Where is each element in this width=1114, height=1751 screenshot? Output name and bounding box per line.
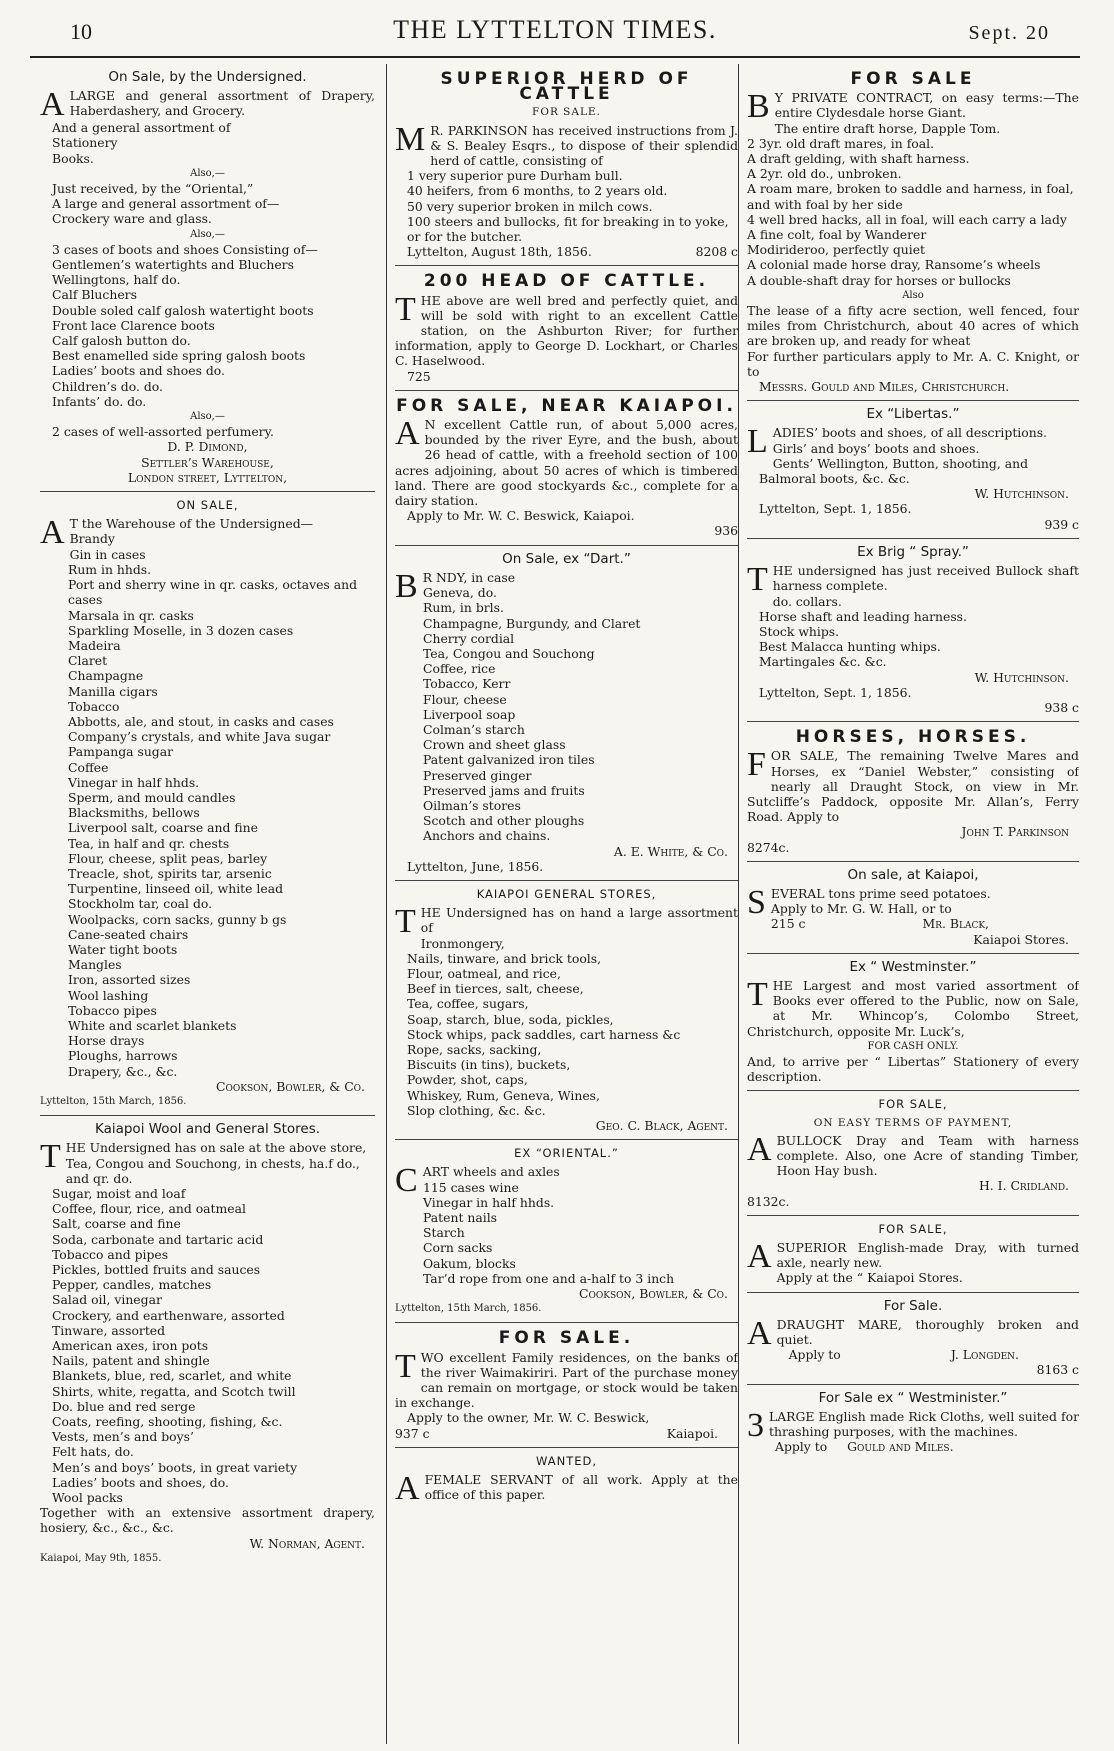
ad-heading: 200 HEAD OF CATTLE. bbox=[423, 271, 710, 292]
ad-heading: HORSES, HORSES. bbox=[795, 727, 1031, 748]
line-item: Children’s do. do. bbox=[52, 378, 163, 394]
ad-particulars: For further particulars apply to Mr. A. C. Knight, or to bbox=[747, 348, 1079, 379]
ad-heading: For Sale ex “ Westminister.” bbox=[818, 1389, 1008, 1406]
ad-subheading: ON EASY TERMS OF PAYMENT, bbox=[813, 1116, 1013, 1129]
line-item: Coats, reefing, shooting, fishing, &c. bbox=[52, 1414, 283, 1430]
line-item: Infants’ do. do. bbox=[52, 393, 147, 409]
ad-intro: HE Undersigned has on hand a large assortment of bbox=[420, 905, 738, 936]
ad-items bbox=[395, 585, 738, 843]
ad-number: 939 c bbox=[1044, 516, 1079, 532]
advert-english-dray bbox=[747, 1216, 1079, 1293]
drop-cap: C bbox=[395, 1162, 418, 1200]
ad-heading: Ex “Libertas.” bbox=[866, 406, 960, 423]
line-item: Crockery, and earthenware, assorted bbox=[52, 1307, 285, 1323]
ad-apply: Apply to Mr. G. W. Hall, or to bbox=[770, 901, 952, 917]
line-item: Soap, starch, blue, soda, pickles, bbox=[407, 1011, 614, 1027]
ad-apply: Apply to bbox=[775, 1439, 828, 1455]
line-item: Flour, cheese, split peas, barley bbox=[68, 850, 268, 866]
line-item: Claret bbox=[68, 653, 108, 669]
ad-intro: HE undersigned has just received Bullock shaft harness complete. bbox=[772, 563, 1079, 594]
line-item: Double soled calf galosh watertight boots bbox=[52, 302, 314, 318]
line-item: Flour, oatmeal, and rice, bbox=[407, 965, 561, 981]
line-item: Best enamelled side spring galosh boots bbox=[52, 348, 306, 364]
ad-items bbox=[40, 531, 375, 1078]
ad-apply: Apply to Mr. W. C. Beswick, Kaiapoi. bbox=[407, 508, 635, 524]
also-label: Also,— bbox=[190, 411, 225, 423]
line-item: Wool lashing bbox=[68, 987, 149, 1003]
ad-date: Lyttelton, 15th March, 1856. bbox=[395, 1303, 542, 1315]
line-item: Gents’ Wellington, Button, shooting, and Balmoral boots, &c. &c. bbox=[759, 455, 1029, 487]
ad-intro: T the Warehouse of the Undersigned— bbox=[69, 516, 314, 532]
drop-cap: A bbox=[747, 1314, 772, 1352]
line-item: Liverpool soap bbox=[423, 706, 516, 722]
ad-subheading: FOR SALE. bbox=[532, 106, 601, 119]
line-item: Mangles bbox=[68, 957, 122, 973]
line-item: 2 cases of well-assorted perfumery. bbox=[52, 424, 274, 440]
line-item: Crown and sheet glass bbox=[423, 737, 566, 753]
line-item: A draft gelding, with shaft harness. bbox=[747, 151, 970, 167]
ad-signature: J. Longden. bbox=[950, 1347, 1019, 1363]
line-item: A colonial made horse dray, Ransome’s wheels bbox=[747, 257, 1041, 273]
line-item: The entire draft horse, Dapple Tom. bbox=[774, 120, 1001, 136]
ad-intro: ADIES’ boots and shoes, of all descriptions. bbox=[772, 425, 1047, 441]
line-item: 50 very superior broken in milch cows. bbox=[407, 198, 653, 214]
ad-heading: KAIAPOI GENERAL STORES, bbox=[476, 886, 657, 901]
ad-signature: Geo. C. Black, Agent. bbox=[595, 1118, 728, 1133]
ad-number: 937 c bbox=[395, 1425, 430, 1441]
line-item: Calf Bluchers bbox=[52, 287, 137, 303]
line-item: 40 heifers, from 6 months, to 2 years old. bbox=[407, 183, 668, 199]
line-item: Books. bbox=[52, 150, 94, 166]
ad-intro: LARGE and general assortment of Drapery, Haberdashery, and Grocery. bbox=[69, 88, 375, 119]
ad-arrive: And, to arrive per “ Libertas” Stationery of every description. bbox=[747, 1053, 1079, 1085]
ad-date: Lyttelton, August 18th, 1856. bbox=[407, 244, 592, 260]
ad-intro: R NDY, in case bbox=[422, 569, 516, 585]
line-item: Stationery bbox=[52, 135, 118, 151]
ad-date: Lyttelton, June, 1856. bbox=[407, 858, 544, 874]
line-item: Gin in cases bbox=[69, 546, 146, 562]
line-item: Tar’d rope from one and a-half to 3 inch bbox=[423, 1270, 675, 1286]
advert-wanted bbox=[395, 1448, 738, 1509]
line-item: Men’s and boys’ boots, in great variety bbox=[52, 1459, 298, 1475]
line-item: Best Malacca hunting whips. bbox=[759, 639, 941, 655]
ad-date: Lyttelton, 15th March, 1856. bbox=[40, 1096, 187, 1107]
line-item: Ladies’ boots and shoes do. bbox=[52, 363, 225, 379]
masthead bbox=[30, 15, 1080, 58]
advert-private-contract bbox=[747, 64, 1079, 401]
line-item: White and scarlet blankets bbox=[68, 1017, 237, 1033]
ad-items bbox=[40, 1156, 375, 1506]
line-item: Preserved jams and fruits bbox=[423, 782, 585, 798]
line-item: Blacksmiths, bellows bbox=[68, 805, 200, 821]
line-item: And a general assortment of bbox=[52, 120, 231, 136]
ad-number: 725 bbox=[407, 368, 431, 384]
line-item: Company’s crystals, and white Java sugar bbox=[68, 729, 331, 745]
ad-items bbox=[395, 168, 738, 244]
ad-signature: Gould and Miles. bbox=[847, 1439, 954, 1455]
line-item: Front lace Clarence boots bbox=[52, 317, 215, 333]
line-item: Corn sacks bbox=[423, 1240, 493, 1256]
ad-apply: Apply at the “ Kaiapoi Stores. bbox=[776, 1270, 963, 1286]
line-item: A 2yr. old do., unbroken. bbox=[747, 166, 902, 182]
line-item: Manilla cigars bbox=[68, 683, 158, 699]
line-item: Beef in tierces, salt, cheese, bbox=[407, 981, 584, 997]
line-item: Marsala in qr. casks bbox=[68, 607, 194, 623]
advert-dimond bbox=[40, 64, 375, 492]
ad-heading: Ex Brig “ Spray.” bbox=[857, 543, 969, 560]
line-item: Wool packs bbox=[52, 1490, 123, 1506]
advert-horses bbox=[747, 722, 1079, 862]
line-item: Scotch and other ploughs bbox=[423, 813, 585, 829]
line-item: Pepper, candles, matches bbox=[52, 1277, 212, 1293]
ad-lease: The lease of a fifty acre section, well fenced, four miles from Christchurch, about 40 acres of which are broken up, and ready for wheat bbox=[747, 303, 1079, 349]
drop-cap: A bbox=[747, 1238, 772, 1276]
line-item: Geneva, do. bbox=[423, 585, 497, 601]
line-item: Coffee, rice bbox=[423, 661, 496, 677]
drop-cap: A bbox=[40, 86, 65, 124]
line-item: Rum, in brls. bbox=[423, 600, 504, 616]
ad-place: Kaiapoi. bbox=[666, 1425, 718, 1441]
line-item: Iron, assorted sizes bbox=[68, 972, 191, 988]
line-item: Coffee bbox=[68, 759, 109, 775]
line-item: Liverpool salt, coarse and fine bbox=[68, 820, 258, 836]
line-item: Champagne bbox=[68, 668, 144, 684]
ad-heading: On sale, at Kaiapoi, bbox=[847, 866, 979, 883]
line-item: Sugar, moist and loaf bbox=[52, 1186, 186, 1202]
also-label: Also,— bbox=[190, 228, 225, 240]
line-item: Abbotts, ale, and stout, in casks and cases bbox=[68, 713, 334, 729]
ad-signature-place: Kaiapoi Stores. bbox=[973, 931, 1069, 947]
advert-ex-westminster-books bbox=[747, 954, 1079, 1092]
line-item: Powder, shot, caps, bbox=[407, 1072, 528, 1088]
line-item: Port and sherry wine in qr. casks, octaves and cases bbox=[68, 577, 358, 608]
line-item: Patent nails bbox=[423, 1210, 498, 1226]
line-item: Sparkling Moselle, in 3 dozen cases bbox=[68, 622, 294, 638]
ad-number: 8163 c bbox=[1036, 1362, 1079, 1378]
line-item: Rum in hhds. bbox=[68, 561, 152, 577]
ad-signature: H. I. Cridland. bbox=[979, 1178, 1069, 1194]
ad-signature: John T. Parkinson bbox=[961, 824, 1069, 840]
advert-seed-potatoes bbox=[747, 862, 1079, 954]
line-item: Cane-seated chairs bbox=[68, 926, 189, 942]
line-item: Just received, by the “Oriental,” bbox=[52, 181, 254, 197]
ad-apply: Apply to bbox=[788, 1347, 841, 1363]
also-label: Also bbox=[902, 289, 924, 301]
ad-lines bbox=[40, 120, 375, 166]
ad-signature: Cookson, Bowler, & Co. bbox=[579, 1286, 728, 1302]
line-item: Patent galvanized iron tiles bbox=[423, 752, 595, 768]
ad-number: 938 c bbox=[1044, 699, 1079, 715]
ad-items bbox=[747, 121, 1079, 288]
line-item: Vinegar in half hhds. bbox=[423, 1194, 555, 1210]
line-item: Pickles, bottled fruits and sauces bbox=[52, 1262, 261, 1278]
line-item: Tea, coffee, sugars, bbox=[407, 996, 529, 1012]
ad-text: FEMALE SERVANT of all work. Apply at the office of this paper. bbox=[424, 1472, 738, 1503]
line-item: Girls’ and boys’ boots and shoes. bbox=[772, 440, 980, 456]
ad-lines bbox=[40, 181, 375, 227]
advert-family-residences bbox=[395, 1323, 738, 1447]
line-item: Water tight boots bbox=[68, 941, 178, 957]
line-item: Blankets, blue, red, scarlet, and white bbox=[52, 1368, 292, 1384]
ad-lines bbox=[40, 424, 375, 439]
line-item: Tea, Congou and Souchong, in chests, ha.f do., and qr. do. bbox=[65, 1155, 360, 1186]
ad-heading: FOR SALE. bbox=[498, 1328, 635, 1349]
ad-text: N excellent Cattle run, of about 5,000 acres, bounded by the river Eyre, and the bush, about 26 head of cattle, with a freehold section of 100 acres adjoining, about 50 acres of which is timbered land. There are good stockyards &c., complete for a dairy station. bbox=[395, 417, 738, 509]
line-item: Horse shaft and leading harness. bbox=[759, 608, 967, 624]
line-item: Woolpacks, corn sacks, gunny b gs bbox=[68, 911, 287, 927]
advert-cookson-warehouse bbox=[40, 492, 375, 1116]
ad-apply: Apply to the owner, Mr. W. C. Beswick, bbox=[407, 1410, 650, 1426]
ad-items bbox=[747, 594, 1079, 670]
ad-closing: Together with an extensive assortment drapery, hosiery, &c., &c., &c. bbox=[40, 1505, 375, 1536]
ad-items bbox=[747, 441, 1079, 487]
line-item: Starch bbox=[423, 1225, 465, 1241]
line-item: Tea, Congou and Souchong bbox=[423, 645, 595, 661]
advert-ex-spray bbox=[747, 539, 1079, 722]
line-item: Vests, men’s and boys’ bbox=[52, 1429, 194, 1445]
ad-text: WO excellent Family residences, on the banks of the river Waimakiriri. Part of the purchase money can remain on mortgage, or stock would be taken in exchange. bbox=[395, 1349, 738, 1411]
line-item: Settler’s Warehouse, bbox=[141, 454, 274, 470]
line-item: do. collars. bbox=[772, 593, 842, 609]
line-item: Vinegar in half hhds. bbox=[68, 774, 200, 790]
line-item: Sperm, and mould candles bbox=[68, 789, 236, 805]
ad-text: HE Largest and most varied assortment of Books ever offered to the Public, now on Sale, at Mr. Whincop’s, Colombo Street, Christchurch, opposite Mr. Luck’s, bbox=[747, 977, 1079, 1039]
line-item: Treacle, shot, spirits tar, arsenic bbox=[68, 865, 272, 881]
advert-sale-near-kaiapoi bbox=[395, 391, 738, 546]
also-label: Also,— bbox=[190, 167, 225, 179]
line-item: Tobacco, Kerr bbox=[423, 676, 511, 692]
line-item: Salad oil, vinegar bbox=[52, 1292, 162, 1308]
line-item: Modirideroo, perfectly quiet bbox=[747, 242, 926, 258]
ad-heading: FOR SALE bbox=[850, 69, 976, 89]
cash-only: FOR CASH ONLY. bbox=[867, 1040, 959, 1052]
line-item: 2 3yr. old draft mares, in foal. bbox=[747, 135, 935, 151]
drop-cap: A bbox=[747, 1130, 772, 1168]
ad-heading: ON SALE, bbox=[176, 498, 239, 513]
line-item: 3 cases of boots and shoes Consisting of— bbox=[52, 241, 318, 257]
ad-signature: A. E. White, & Co. bbox=[613, 843, 728, 859]
ad-number: 936 bbox=[714, 523, 738, 539]
ad-heading: SUPERIOR HERD OF CATTLE bbox=[440, 69, 693, 105]
ad-date: Kaiapoi, May 9th, 1855. bbox=[40, 1552, 162, 1564]
line-item: Felt hats, do. bbox=[52, 1444, 134, 1460]
line-item: London street, Lyttelton, bbox=[127, 469, 288, 485]
advert-herd-of-cattle bbox=[395, 64, 738, 266]
ad-heading: FOR SALE, bbox=[878, 1097, 948, 1112]
ad-lines bbox=[40, 242, 375, 409]
ad-items bbox=[395, 1180, 738, 1286]
line-item: Horse drays bbox=[68, 1033, 145, 1049]
ad-heading: Ex “ Westminster.” bbox=[849, 958, 977, 975]
line-item: Wellingtons, half do. bbox=[52, 272, 181, 288]
advert-kaiapoi-wool bbox=[40, 1116, 375, 1572]
newspaper-title: THE LYTTELTON TIMES. bbox=[393, 15, 717, 44]
line-item: Stock whips, pack saddles, cart harness &c bbox=[407, 1026, 681, 1042]
ad-heading: For Sale. bbox=[883, 1297, 943, 1314]
line-item: Gentlemen’s watertights and Bluchers bbox=[52, 257, 294, 273]
line-item: Soda, carbonate and tartaric acid bbox=[52, 1231, 264, 1247]
line-item: 4 well bred hacks, all in foal, will each carry a lady bbox=[747, 211, 1067, 227]
line-item: Biscuits (in tins), buckets, bbox=[407, 1057, 571, 1073]
ad-text: LARGE English made Rick Cloths, well suited for thrashing purposes, with the machines. bbox=[769, 1408, 1079, 1440]
line-item: Brandy bbox=[69, 531, 115, 547]
column-2 bbox=[386, 64, 738, 1744]
line-item: Stockholm tar, coal do. bbox=[68, 896, 213, 912]
ad-text: BULLOCK Dray and Team with harness complete. Also, one Acre of standing Timber, Hoon Hay bush. bbox=[776, 1132, 1079, 1179]
line-item: American axes, iron pots bbox=[52, 1338, 209, 1354]
ad-signature bbox=[40, 439, 375, 485]
line-item: Champagne, Burgundy, and Claret bbox=[423, 615, 641, 631]
line-item: Preserved ginger bbox=[423, 767, 532, 783]
ad-signature: W. Norman, Agent. bbox=[249, 1535, 365, 1551]
line-item: Tobacco and pipes bbox=[52, 1246, 169, 1262]
ad-intro: Y PRIVATE CONTRACT, on easy terms:—The entire Clydesdale horse Giant. bbox=[774, 90, 1079, 121]
line-item: Ladies’ boots and shoes, do. bbox=[52, 1474, 229, 1490]
line-item: Madeira bbox=[68, 637, 121, 653]
drop-cap: T bbox=[395, 290, 416, 328]
issue-date: Sept. 20 bbox=[968, 22, 1050, 44]
drop-cap: A bbox=[395, 415, 420, 453]
line-item: 115 cases wine bbox=[423, 1179, 519, 1195]
ad-number: 8208 c bbox=[695, 244, 738, 260]
line-item: Pampanga sugar bbox=[68, 744, 174, 760]
drop-cap: T bbox=[747, 975, 768, 1013]
line-item: Oilman’s stores bbox=[423, 797, 521, 813]
advert-ex-libertas bbox=[747, 401, 1079, 539]
line-item: Tobacco pipes bbox=[68, 1002, 157, 1018]
line-item: Flour, cheese bbox=[423, 691, 507, 707]
drop-cap: S bbox=[747, 883, 766, 921]
line-item: Turpentine, linseed oil, white lead bbox=[68, 881, 284, 897]
ad-heading: WANTED, bbox=[535, 1453, 597, 1468]
line-item: Ploughs, harrows bbox=[68, 1048, 178, 1064]
line-item: 100 steers and bullocks, fit for breaking in to yoke, or for the butcher. bbox=[407, 213, 729, 245]
drop-cap: T bbox=[395, 1347, 416, 1385]
line-item: Stock whips. bbox=[759, 623, 840, 639]
drop-cap: T bbox=[747, 561, 768, 599]
line-item: Tea, in half and qr. chests bbox=[68, 835, 230, 851]
line-item: Crockery ware and glass. bbox=[52, 211, 212, 227]
line-item: Tinware, assorted bbox=[52, 1322, 166, 1338]
ad-heading: On Sale, ex “Dart.” bbox=[502, 550, 631, 567]
line-item: Slop clothing, &c. &c. bbox=[407, 1102, 546, 1118]
advert-rick-cloths bbox=[747, 1385, 1079, 1461]
ad-text: DRAUGHT MARE, thoroughly broken and quiet. bbox=[776, 1316, 1079, 1348]
ad-heading: EX “ORIENTAL.” bbox=[514, 1146, 619, 1161]
ad-date: Lyttelton, Sept. 1, 1856. bbox=[759, 501, 912, 517]
line-item: Rope, sacks, sacking, bbox=[407, 1041, 542, 1057]
ad-items bbox=[395, 936, 738, 1118]
advert-ex-oriental bbox=[395, 1140, 738, 1323]
line-item: A double-shaft dray for horses or bullocks bbox=[747, 272, 1011, 288]
drop-cap: T bbox=[395, 903, 416, 941]
ad-text: HE above are well bred and perfectly quiet, and will be sold with right to an excellent Cattle station, on the Ashburton River; for further information, apply to George D. Lockhart, or Charles C. Haselwood. bbox=[395, 292, 738, 369]
page-number: 10 bbox=[70, 19, 92, 44]
ad-text: OR SALE, The remaining Twelve Mares and Horses, ex “Daniel Webster,” consisting of nearly all Draught Stock, on view in Mr. Sutcliffe’s Paddock, opposite Mr. Allan’s, Ferry Road. Apply to bbox=[747, 748, 1079, 825]
drop-cap: L bbox=[747, 423, 768, 461]
ad-signature: Cookson, Bowler, & Co. bbox=[216, 1078, 365, 1094]
line-item: Shirts, white, regatta, and Scotch twill bbox=[52, 1383, 296, 1399]
ad-intro: R. PARKINSON has received instructions from J. & S. Bealey Esqrs., to dispose of their splendid herd of cattle, consisting of bbox=[430, 122, 738, 169]
ad-heading: Kaiapoi Wool and General Stores. bbox=[94, 1121, 321, 1138]
ad-number: 215 c bbox=[770, 916, 806, 932]
line-item: Calf galosh button do. bbox=[52, 333, 191, 349]
drop-cap: A bbox=[40, 514, 65, 552]
ad-intro: EVERAL tons prime seed potatoes. bbox=[770, 885, 991, 901]
line-item: Colman’s starch bbox=[423, 721, 525, 737]
line-item: Oakum, blocks bbox=[423, 1255, 516, 1271]
ad-intro: HE Undersigned has on sale at the above store, bbox=[65, 1140, 367, 1156]
ad-date: Lyttelton, Sept. 1, 1856. bbox=[759, 684, 912, 700]
drop-cap: 3 bbox=[747, 1406, 764, 1444]
drop-cap: B bbox=[747, 88, 770, 126]
ad-heading: FOR SALE, NEAR KAIAPOI. bbox=[396, 395, 737, 416]
drop-cap: F bbox=[747, 746, 766, 784]
line-item: Martingales &c. &c. bbox=[759, 654, 887, 670]
line-item: A roam mare, broken to saddle and harness, in foal, and with foal by her side bbox=[747, 181, 1074, 212]
advert-200-head bbox=[395, 266, 738, 390]
column-1 bbox=[40, 64, 375, 1744]
ad-heading: On Sale, by the Undersigned. bbox=[108, 69, 307, 85]
line-item: D. P. Dimond, bbox=[167, 439, 248, 455]
drop-cap: A bbox=[395, 1470, 420, 1508]
line-item: Nails, patent and shingle bbox=[52, 1353, 210, 1369]
line-item: Do. blue and red serge bbox=[52, 1398, 196, 1414]
ad-intro: ART wheels and axles bbox=[422, 1164, 560, 1180]
drop-cap: B bbox=[395, 567, 418, 605]
line-item: Coffee, flour, rice, and oatmeal bbox=[52, 1201, 246, 1217]
line-item: A large and general assortment of— bbox=[52, 196, 280, 212]
line-item: A fine colt, foal by Wanderer bbox=[747, 227, 927, 243]
drop-cap: T bbox=[40, 1138, 61, 1176]
advert-ex-dart bbox=[395, 546, 738, 881]
line-item: Tobacco bbox=[68, 698, 120, 714]
line-item: 1 very superior pure Durham bull. bbox=[407, 168, 623, 184]
ad-signature: Mr. Black, bbox=[922, 916, 989, 932]
line-item: Salt, coarse and fine bbox=[52, 1216, 181, 1232]
line-item: Ironmongery, bbox=[420, 935, 505, 951]
line-item: Whiskey, Rum, Geneva, Wines, bbox=[407, 1087, 600, 1103]
drop-cap: M bbox=[395, 120, 426, 158]
ad-text: SUPERIOR English-made Dray, with turned axle, nearly new. bbox=[776, 1240, 1079, 1271]
line-item: Drapery, &c., &c. bbox=[68, 1063, 178, 1079]
ad-signature: W. Hutchinson. bbox=[974, 669, 1069, 685]
advert-draught-mare bbox=[747, 1293, 1079, 1385]
line-item: Anchors and chains. bbox=[423, 828, 551, 844]
line-item: Nails, tinware, and brick tools, bbox=[407, 950, 602, 966]
ad-number: 8132c. bbox=[747, 1193, 790, 1209]
column-3 bbox=[738, 64, 1079, 1744]
ad-signature: W. Hutchinson. bbox=[974, 486, 1069, 502]
ad-signature: Messrs. Gould and Miles, Christchurch. bbox=[759, 379, 1010, 395]
ad-heading: FOR SALE, bbox=[878, 1221, 948, 1236]
ad-number: 8274c. bbox=[747, 839, 790, 855]
line-item: Cherry cordial bbox=[423, 630, 515, 646]
advert-kaiapoi-general-stores bbox=[395, 881, 738, 1140]
advert-bullock-dray bbox=[747, 1091, 1079, 1215]
